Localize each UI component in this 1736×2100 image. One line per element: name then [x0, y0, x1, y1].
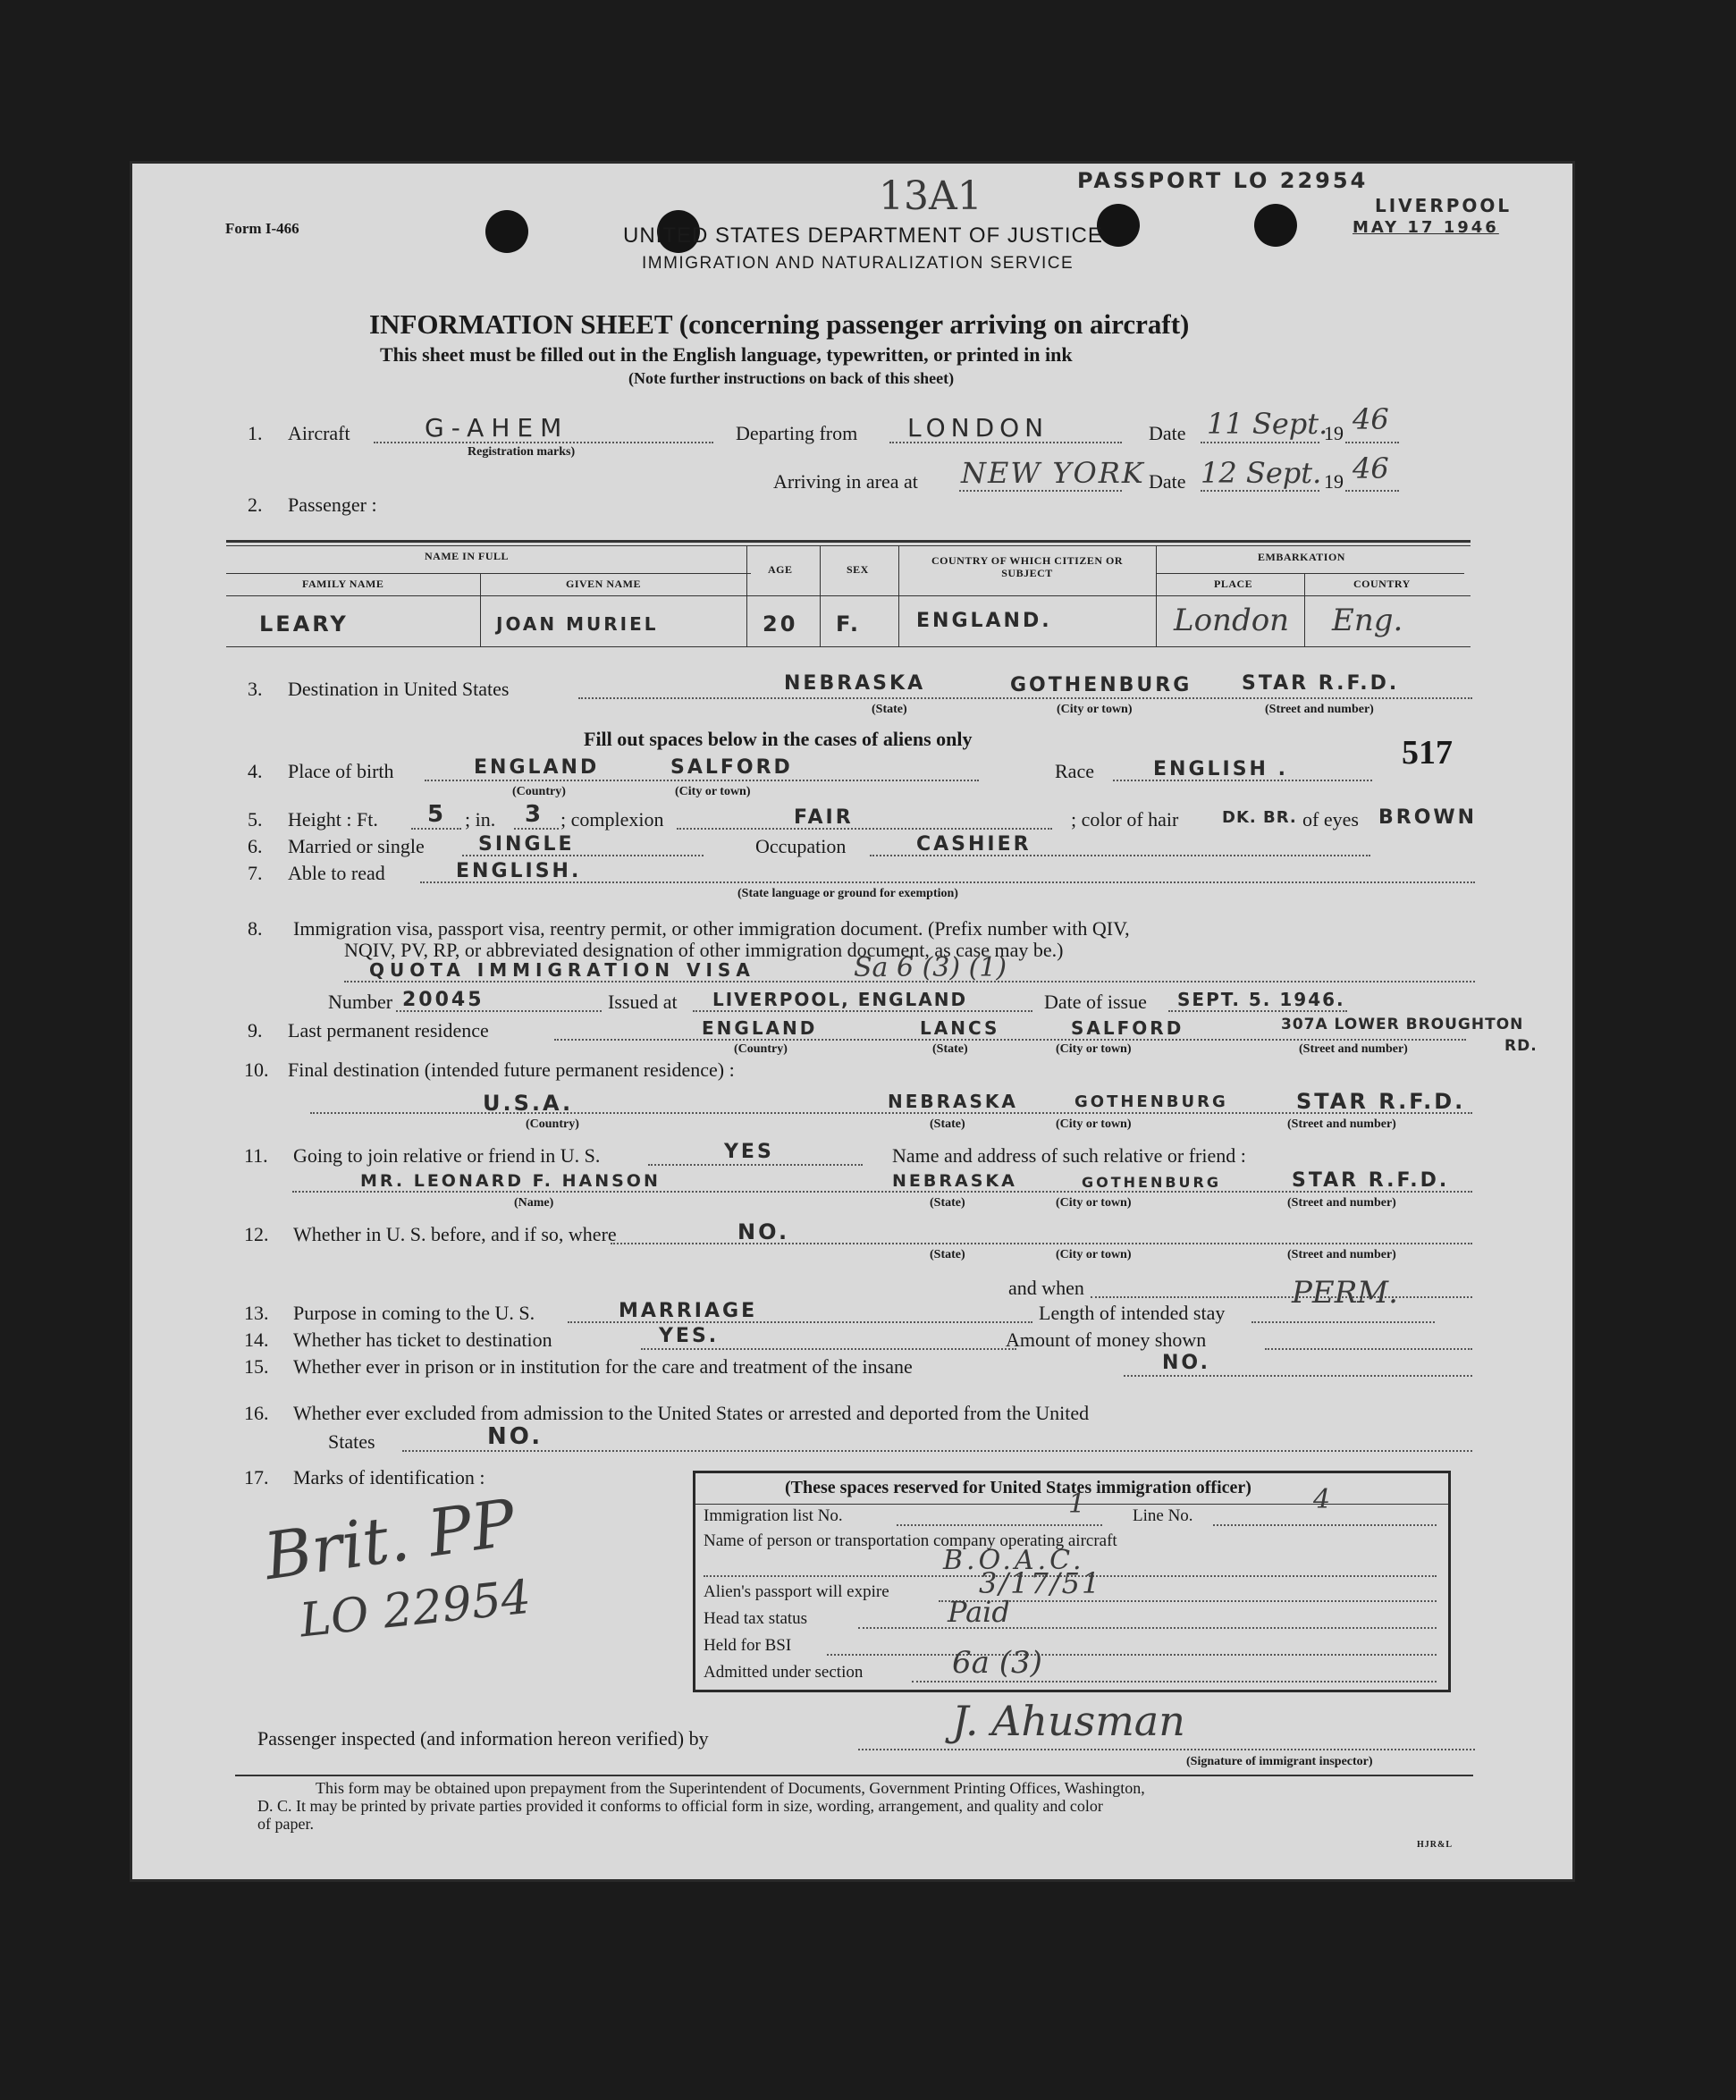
- passport-note-line-3: MAY 17 1946: [1353, 218, 1499, 237]
- caption-relative-street: (Street and number): [1287, 1196, 1396, 1210]
- final-street: STAR R.F.D.: [1296, 1089, 1466, 1114]
- caption-relative-state: (State): [930, 1196, 965, 1210]
- headtax-value: Paid: [948, 1595, 1010, 1629]
- footer-line-2: D. C. It may be printed by private parties provided it conforms to official form in size, wording, arrangement, and quality and color: [257, 1797, 1103, 1815]
- item-17-number: 17.: [244, 1466, 269, 1489]
- headtax-label: Head tax status: [704, 1609, 808, 1628]
- issued-label: Issued at: [608, 991, 678, 1013]
- annotation-number: 13A1: [879, 173, 982, 219]
- visa-number-label: Number: [328, 991, 393, 1013]
- aircraft-label: Aircraft: [288, 422, 350, 444]
- height-inches: 3: [525, 801, 544, 828]
- height-label: Height : Ft.: [288, 808, 378, 831]
- read-caption: (State language or ground for exemption): [737, 887, 958, 900]
- identification-label: Marks of identification :: [293, 1466, 485, 1489]
- embark-country-value: Eng.: [1332, 603, 1403, 638]
- caption-birth-city: (City or town): [675, 785, 751, 798]
- arriving-value: NEW YORK: [961, 456, 1145, 490]
- punch-hole: [485, 210, 528, 253]
- aliens-heading: Fill out spaces below in the cases of aliens only: [584, 728, 973, 750]
- ticket-label: Whether has ticket to destination: [293, 1328, 552, 1351]
- inspector-signature: J. Ahusman: [952, 1697, 1185, 1745]
- item-1-number: 1.: [248, 422, 263, 444]
- stamp-number: 517: [1402, 734, 1453, 772]
- passenger-label: Passenger :: [288, 493, 377, 516]
- residence-city: SALFORD: [1071, 1017, 1184, 1039]
- signature-caption: (Signature of immigrant inspector): [1186, 1755, 1373, 1768]
- hair-value: DK. BR.: [1222, 808, 1297, 827]
- read-label: Able to read: [288, 862, 385, 884]
- item-5-number: 5.: [248, 808, 263, 831]
- residence-street-2: RD.: [1504, 1037, 1538, 1055]
- item-6-number: 6.: [248, 835, 263, 857]
- agency-line-2: IMMIGRATION AND NATURALIZATION SERVICE: [642, 254, 1074, 273]
- family-name-value: LEARY: [259, 611, 349, 637]
- caption-residence-street: (Street and number): [1299, 1042, 1408, 1056]
- departure-date: 11 Sept.: [1207, 407, 1328, 441]
- caption-final-street: (Street and number): [1287, 1117, 1396, 1131]
- passport-note-line-2: LIVERPOOL: [1375, 195, 1513, 216]
- age-header: AGE: [768, 563, 793, 576]
- caption-relative-name: (Name): [514, 1196, 554, 1210]
- inches-label: ; in.: [465, 808, 496, 831]
- arrival-date: 12 Sept.: [1201, 456, 1322, 490]
- relative-street: STAR R.F.D.: [1292, 1169, 1450, 1192]
- item-15-number: 15.: [244, 1355, 269, 1378]
- family-name-header: FAMILY NAME: [302, 578, 384, 590]
- section-label: Admitted under section: [704, 1663, 864, 1682]
- relative-label: Name and address of such relative or friend :: [892, 1144, 1246, 1167]
- sheet-title: INFORMATION SHEET (concerning passenger arriving on aircraft): [369, 308, 1190, 340]
- prison-value: NO.: [1162, 1352, 1210, 1374]
- list-label: Immigration list No.: [704, 1506, 843, 1525]
- residence-state: LANCS: [920, 1017, 1000, 1039]
- footer-line-1: This form may be obtained upon prepayment from the Superintendent of Documents, Government Printing Offices, Washington,: [316, 1779, 1145, 1797]
- form-number: Form I-466: [225, 220, 299, 237]
- passport-note-line-1: PASSPORT LO 22954: [1077, 168, 1369, 193]
- before-value: NO.: [737, 1219, 790, 1244]
- destination-label: Destination in United States: [288, 678, 510, 700]
- ticket-value: YES.: [659, 1325, 720, 1347]
- departure-year: 46: [1353, 402, 1389, 436]
- race-value: ENGLISH .: [1153, 758, 1288, 780]
- caption-birth-country: (Country): [512, 785, 566, 798]
- caption-residence-country: (Country): [734, 1042, 788, 1056]
- complexion-label: ; complexion: [560, 808, 664, 831]
- marital-label: Married or single: [288, 835, 425, 857]
- item-13-number: 13.: [244, 1302, 269, 1324]
- visa-number-value: 20045: [402, 989, 485, 1011]
- money-label: Amount of money shown: [1006, 1328, 1207, 1351]
- printer-mark: HJR&L: [1417, 1840, 1453, 1850]
- instruction-line: This sheet must be filled out in the English language, typewritten, or printed in ink: [380, 343, 1073, 366]
- caption-residence-city: (City or town): [1056, 1042, 1132, 1056]
- line-value: 4: [1313, 1484, 1331, 1515]
- birth-country: ENGLAND: [474, 756, 600, 779]
- arrival-year: 46: [1353, 451, 1389, 485]
- destination-city: GOTHENBURG: [1010, 674, 1192, 696]
- country-header: COUNTRY: [1353, 578, 1411, 590]
- arriving-label: Arriving in area at: [773, 470, 918, 493]
- race-label: Race: [1055, 760, 1094, 782]
- caption-before-state: (State): [930, 1248, 965, 1261]
- relative-city: GOTHENBURG: [1082, 1174, 1221, 1191]
- caption-final-country: (Country): [526, 1117, 579, 1131]
- document-text-2: NQIV, PV, RP, or abbreviated designation of other immigration document, as case may be.): [344, 939, 1064, 961]
- name-in-full-header: NAME IN FULL: [425, 550, 510, 562]
- complexion-value: FAIR: [794, 806, 854, 829]
- item-12-number: 12.: [244, 1223, 269, 1245]
- excluded-value: NO.: [487, 1423, 544, 1450]
- item-3-number: 3.: [248, 678, 263, 700]
- issue-date-value: SEPT. 5. 1946.: [1177, 989, 1345, 1010]
- residence-street: 307A LOWER BROUGHTON: [1281, 1016, 1524, 1033]
- excluded-label-2: States: [328, 1430, 375, 1453]
- item-16-number: 16.: [244, 1402, 269, 1424]
- relative-name: MR. LEONARD F. HANSON: [360, 1171, 661, 1191]
- hair-label: ; color of hair: [1071, 808, 1179, 831]
- caption-residence-state: (State): [932, 1042, 968, 1056]
- item-11-number: 11.: [244, 1144, 268, 1167]
- age-value: 20: [763, 611, 798, 637]
- document-text-1: Immigration visa, passport visa, reentry permit, or other immigration document. (Prefix number with QIV,: [293, 917, 1130, 940]
- destination-street: STAR R.F.D.: [1242, 672, 1400, 695]
- destination-state: NEBRASKA: [784, 672, 926, 695]
- join-label: Going to join relative or friend in U. S.: [293, 1144, 601, 1167]
- agency-line-1: UNITED STATES DEPARTMENT OF JUSTICE: [623, 223, 1103, 248]
- departing-label: Departing from: [736, 422, 858, 444]
- purpose-label: Purpose in coming to the U. S.: [293, 1302, 535, 1324]
- final-destination-label: Final destination (intended future permanent residence) :: [288, 1058, 735, 1081]
- citizen-value: ENGLAND.: [916, 610, 1052, 632]
- form-sheet: [130, 161, 1575, 1882]
- excluded-label-1: Whether ever excluded from admission to the United States or arrested and deported from the United: [293, 1402, 1090, 1424]
- passport-value: 3/17/51: [979, 1566, 1102, 1600]
- stay-value: PERM.: [1292, 1275, 1398, 1311]
- footer-line-3: of paper.: [257, 1815, 314, 1833]
- join-value: YES: [724, 1141, 774, 1163]
- date-label: Date: [1149, 422, 1186, 444]
- prison-label: Whether ever in prison or in institution for the care and treatment of the insane: [293, 1355, 913, 1378]
- line-label: Line No.: [1133, 1506, 1193, 1525]
- marital-value: SINGLE: [478, 833, 575, 856]
- eyes-label: of eyes: [1302, 808, 1359, 831]
- final-state: NEBRASKA: [888, 1091, 1018, 1112]
- embark-place-value: London: [1174, 603, 1290, 638]
- punch-hole: [1254, 204, 1297, 247]
- caption-before-city: (City or town): [1056, 1248, 1132, 1261]
- identification-hand-1: Brit. PP: [259, 1484, 520, 1595]
- caption-relative-city: (City or town): [1056, 1196, 1132, 1210]
- before-label: Whether in U. S. before, and if so, where: [293, 1223, 617, 1245]
- caption-final-state: (State): [930, 1117, 965, 1131]
- given-name-header: GIVEN NAME: [566, 578, 642, 590]
- residence-country: ENGLAND: [702, 1017, 818, 1039]
- item-8-number: 8.: [248, 917, 263, 940]
- relative-state: NEBRASKA: [892, 1171, 1017, 1191]
- departing-value: LONDON: [907, 413, 1049, 443]
- officer-box-heading: (These spaces reserved for United States immigration officer): [785, 1478, 1251, 1497]
- item-10-number: 10.: [244, 1058, 269, 1081]
- year2-prefix: 19: [1324, 470, 1344, 493]
- year-prefix: 19: [1324, 422, 1344, 444]
- company-value: B.O.A.C.: [943, 1545, 1085, 1576]
- company-label: Name of person or transportation company operating aircraft: [704, 1531, 1117, 1550]
- item-7-number: 7.: [248, 862, 263, 884]
- height-feet: 5: [427, 801, 447, 828]
- date2-label: Date: [1149, 470, 1186, 493]
- final-country: U.S.A.: [483, 1091, 574, 1116]
- item-4-number: 4.: [248, 760, 263, 782]
- country-citizen-header: COUNTRY OF WHICH CITIZEN OR SUBJECT: [931, 554, 1123, 579]
- issue-date-label: Date of issue: [1044, 991, 1147, 1013]
- caption-final-city: (City or town): [1056, 1117, 1132, 1131]
- sex-value: F.: [836, 611, 861, 637]
- section-value: 6a (3): [952, 1645, 1042, 1681]
- eyes-value: BROWN: [1378, 806, 1478, 829]
- given-name-value: JOAN MURIEL: [496, 613, 659, 635]
- birth-label: Place of birth: [288, 760, 394, 782]
- residence-label: Last permanent residence: [288, 1019, 489, 1042]
- note-line: (Note further instructions on back of this sheet): [628, 369, 955, 387]
- occupation-label: Occupation: [755, 835, 847, 857]
- issued-value: LIVERPOOL, ENGLAND: [712, 989, 968, 1010]
- purpose-value: MARRIAGE: [619, 1300, 758, 1322]
- bsi-label: Held for BSI: [704, 1636, 792, 1655]
- passport-label: Alien's passport will expire: [704, 1582, 889, 1601]
- list-value: 1: [1068, 1489, 1086, 1520]
- stay-label: Length of intended stay: [1039, 1302, 1226, 1324]
- caption-before-street: (Street and number): [1287, 1248, 1396, 1261]
- when-label: and when: [1008, 1277, 1084, 1299]
- embarkation-header: EMBARKATION: [1258, 551, 1345, 563]
- document-value: QUOTA IMMIGRATION VISA: [369, 959, 755, 981]
- caption-city: (City or town): [1057, 703, 1133, 716]
- caption-state: (State): [872, 703, 907, 716]
- item-9-number: 9.: [248, 1019, 263, 1042]
- item-14-number: 14.: [244, 1328, 269, 1351]
- place-header: PLACE: [1214, 578, 1253, 590]
- final-city: GOTHENBURG: [1074, 1092, 1228, 1111]
- read-value: ENGLISH.: [456, 860, 582, 882]
- item-2-number: 2.: [248, 493, 263, 516]
- occupation-value: CASHIER: [916, 833, 1032, 856]
- punch-hole: [1097, 204, 1140, 247]
- registration-caption: Registration marks): [468, 445, 576, 459]
- aircraft-value: G-AHEM: [425, 413, 569, 443]
- birth-city: SALFORD: [670, 756, 793, 779]
- document-annotation: Sa 6 (3) (1): [854, 952, 1007, 983]
- sex-header: SEX: [847, 563, 869, 576]
- identification-hand-2: LO 22954: [297, 1570, 534, 1649]
- inspection-label: Passenger inspected (and information hereon verified) by: [257, 1727, 709, 1750]
- caption-street: (Street and number): [1265, 703, 1374, 716]
